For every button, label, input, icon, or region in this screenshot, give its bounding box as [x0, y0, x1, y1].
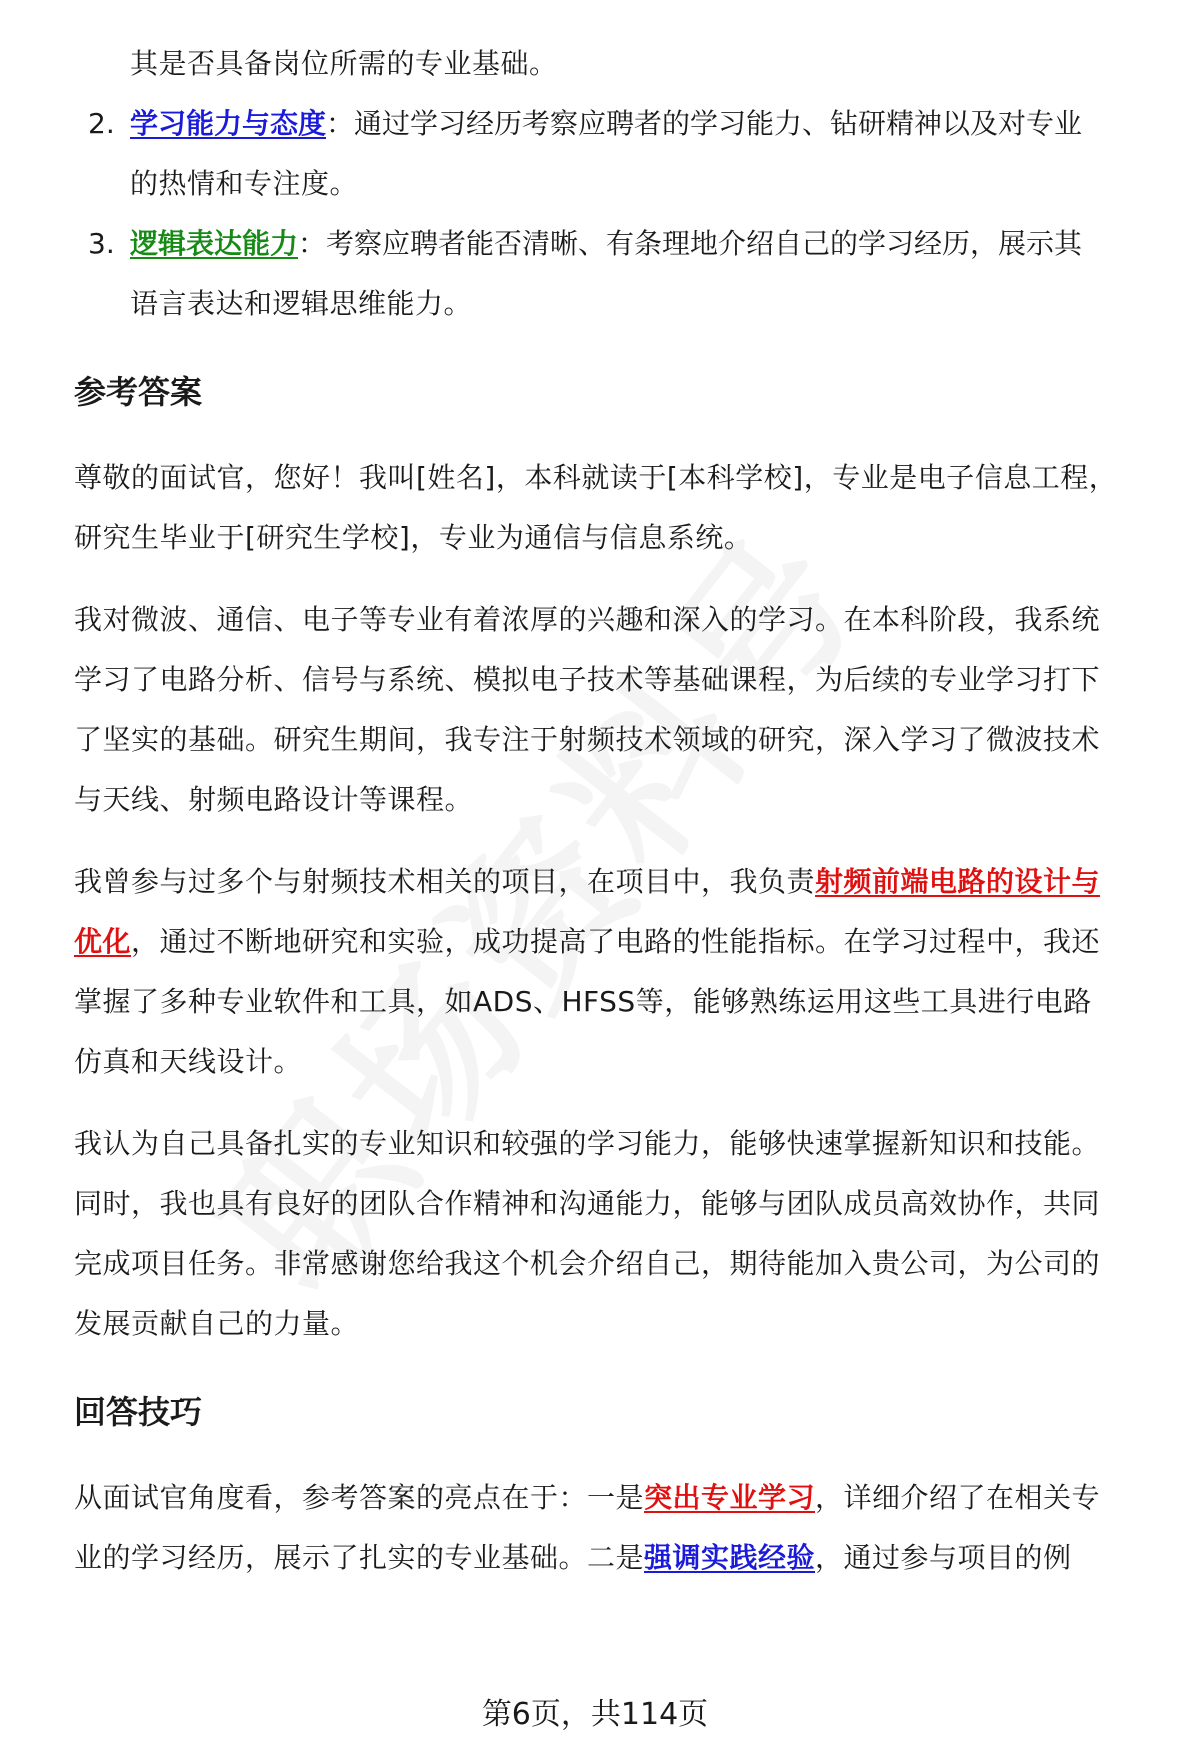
text-span: ，详细介绍了在相关专 — [815, 1481, 1101, 1514]
text-line: 完成项目任务。非常感谢您给我这个机会介绍自己，期待能加入贵公司，为公司的 — [74, 1247, 1101, 1280]
text-line — [74, 1528, 1164, 1588]
highlight-practical-experience: 强调实践经验 — [644, 1541, 816, 1574]
criteria-text: ：考察应聘者能否清晰、有条理地介绍自己的学习经历，展示其 — [298, 227, 1083, 260]
criteria-item-2 — [74, 94, 1164, 214]
criteria-item-3 — [74, 214, 1164, 334]
text-span: 业的学习经历，展示了扎实的专业基础。二是 — [74, 1541, 645, 1574]
text-line: 发展贡献自己的力量。 — [74, 1307, 360, 1340]
text-line: 同时，我也具有良好的团队合作精神和沟通能力，能够与团队成员高效协作，共同 — [74, 1187, 1101, 1220]
text-line: 掌握了多种专业软件和工具，如ADS、HFSS等，能够熟练运用这些工具进行电路 — [74, 985, 1092, 1018]
text-line: 我认为自己具备扎实的专业知识和较强的学习能力，能够快速掌握新知识和技能。 — [74, 1127, 1101, 1160]
text-line: 仿真和天线设计。 — [74, 1045, 303, 1078]
answer-paragraph-2 — [74, 590, 1164, 830]
text-line: 研究生毕业于[研究生学校]，专业为通信与信息系统。 — [74, 521, 753, 554]
criteria-text: ：通过学习经历考察应聘者的学习能力、钻研精神以及对专业 — [326, 107, 1083, 140]
text-line: 与天线、射频电路设计等课程。 — [74, 783, 474, 816]
text-line: 我对微波、通信、电子等专业有着浓厚的兴趣和深入的学习。在本科阶段，我系统 — [74, 603, 1101, 636]
list-number: 2. — [88, 107, 115, 140]
section-title-answer: 参考答案 — [74, 373, 203, 411]
document-body — [74, 0, 1164, 1588]
text-line — [74, 912, 1164, 972]
answer-paragraph-1 — [74, 448, 1164, 568]
text-line: 尊敬的面试官，您好！我叫[姓名]，本科就读于[本科学校]，专业是电子信息工程， — [74, 461, 1118, 494]
section-title-tips: 回答技巧 — [74, 1393, 203, 1431]
criteria-text-cont: 语言表达和逻辑思维能力。 — [130, 287, 473, 320]
list-number: 3. — [88, 227, 115, 260]
answer-paragraph-4 — [74, 1114, 1164, 1354]
criteria-label-learning: 学习能力与态度 — [130, 107, 327, 140]
text-span: 从面试官角度看，参考答案的亮点在于：一是 — [74, 1481, 645, 1514]
answer-paragraph-3 — [74, 852, 1164, 1092]
page-number: 第6页，共114页 — [481, 1697, 709, 1732]
criteria-text-cont: 的热情和专注度。 — [130, 167, 359, 200]
criteria-continued: 其是否具备岗位所需的专业基础。 — [130, 47, 558, 80]
text-line — [74, 1468, 1164, 1528]
highlight-professional-study: 突出专业学习 — [644, 1481, 816, 1514]
criteria-label-logic: 逻辑表达能力 — [130, 227, 299, 260]
highlight-optimization: 优化 — [74, 925, 132, 958]
text-span: ，通过不断地研究和实验，成功提高了电路的性能指标。在学习过程中，我还 — [131, 925, 1101, 958]
text-span: 我曾参与过多个与射频技术相关的项目，在项目中，我负责 — [74, 865, 816, 898]
tips-paragraph — [74, 1468, 1164, 1588]
text-line: 了坚实的基础。研究生期间，我专注于射频技术领域的研究，深入学习了微波技术 — [74, 723, 1101, 756]
text-span: ，通过参与项目的例 — [815, 1541, 1072, 1574]
highlight-rf-design: 射频前端电路的设计与 — [815, 865, 1101, 898]
text-line — [74, 852, 1164, 912]
text-line: 学习了电路分析、信号与系统、模拟电子技术等基础课程，为后续的专业学习打下 — [74, 663, 1101, 696]
